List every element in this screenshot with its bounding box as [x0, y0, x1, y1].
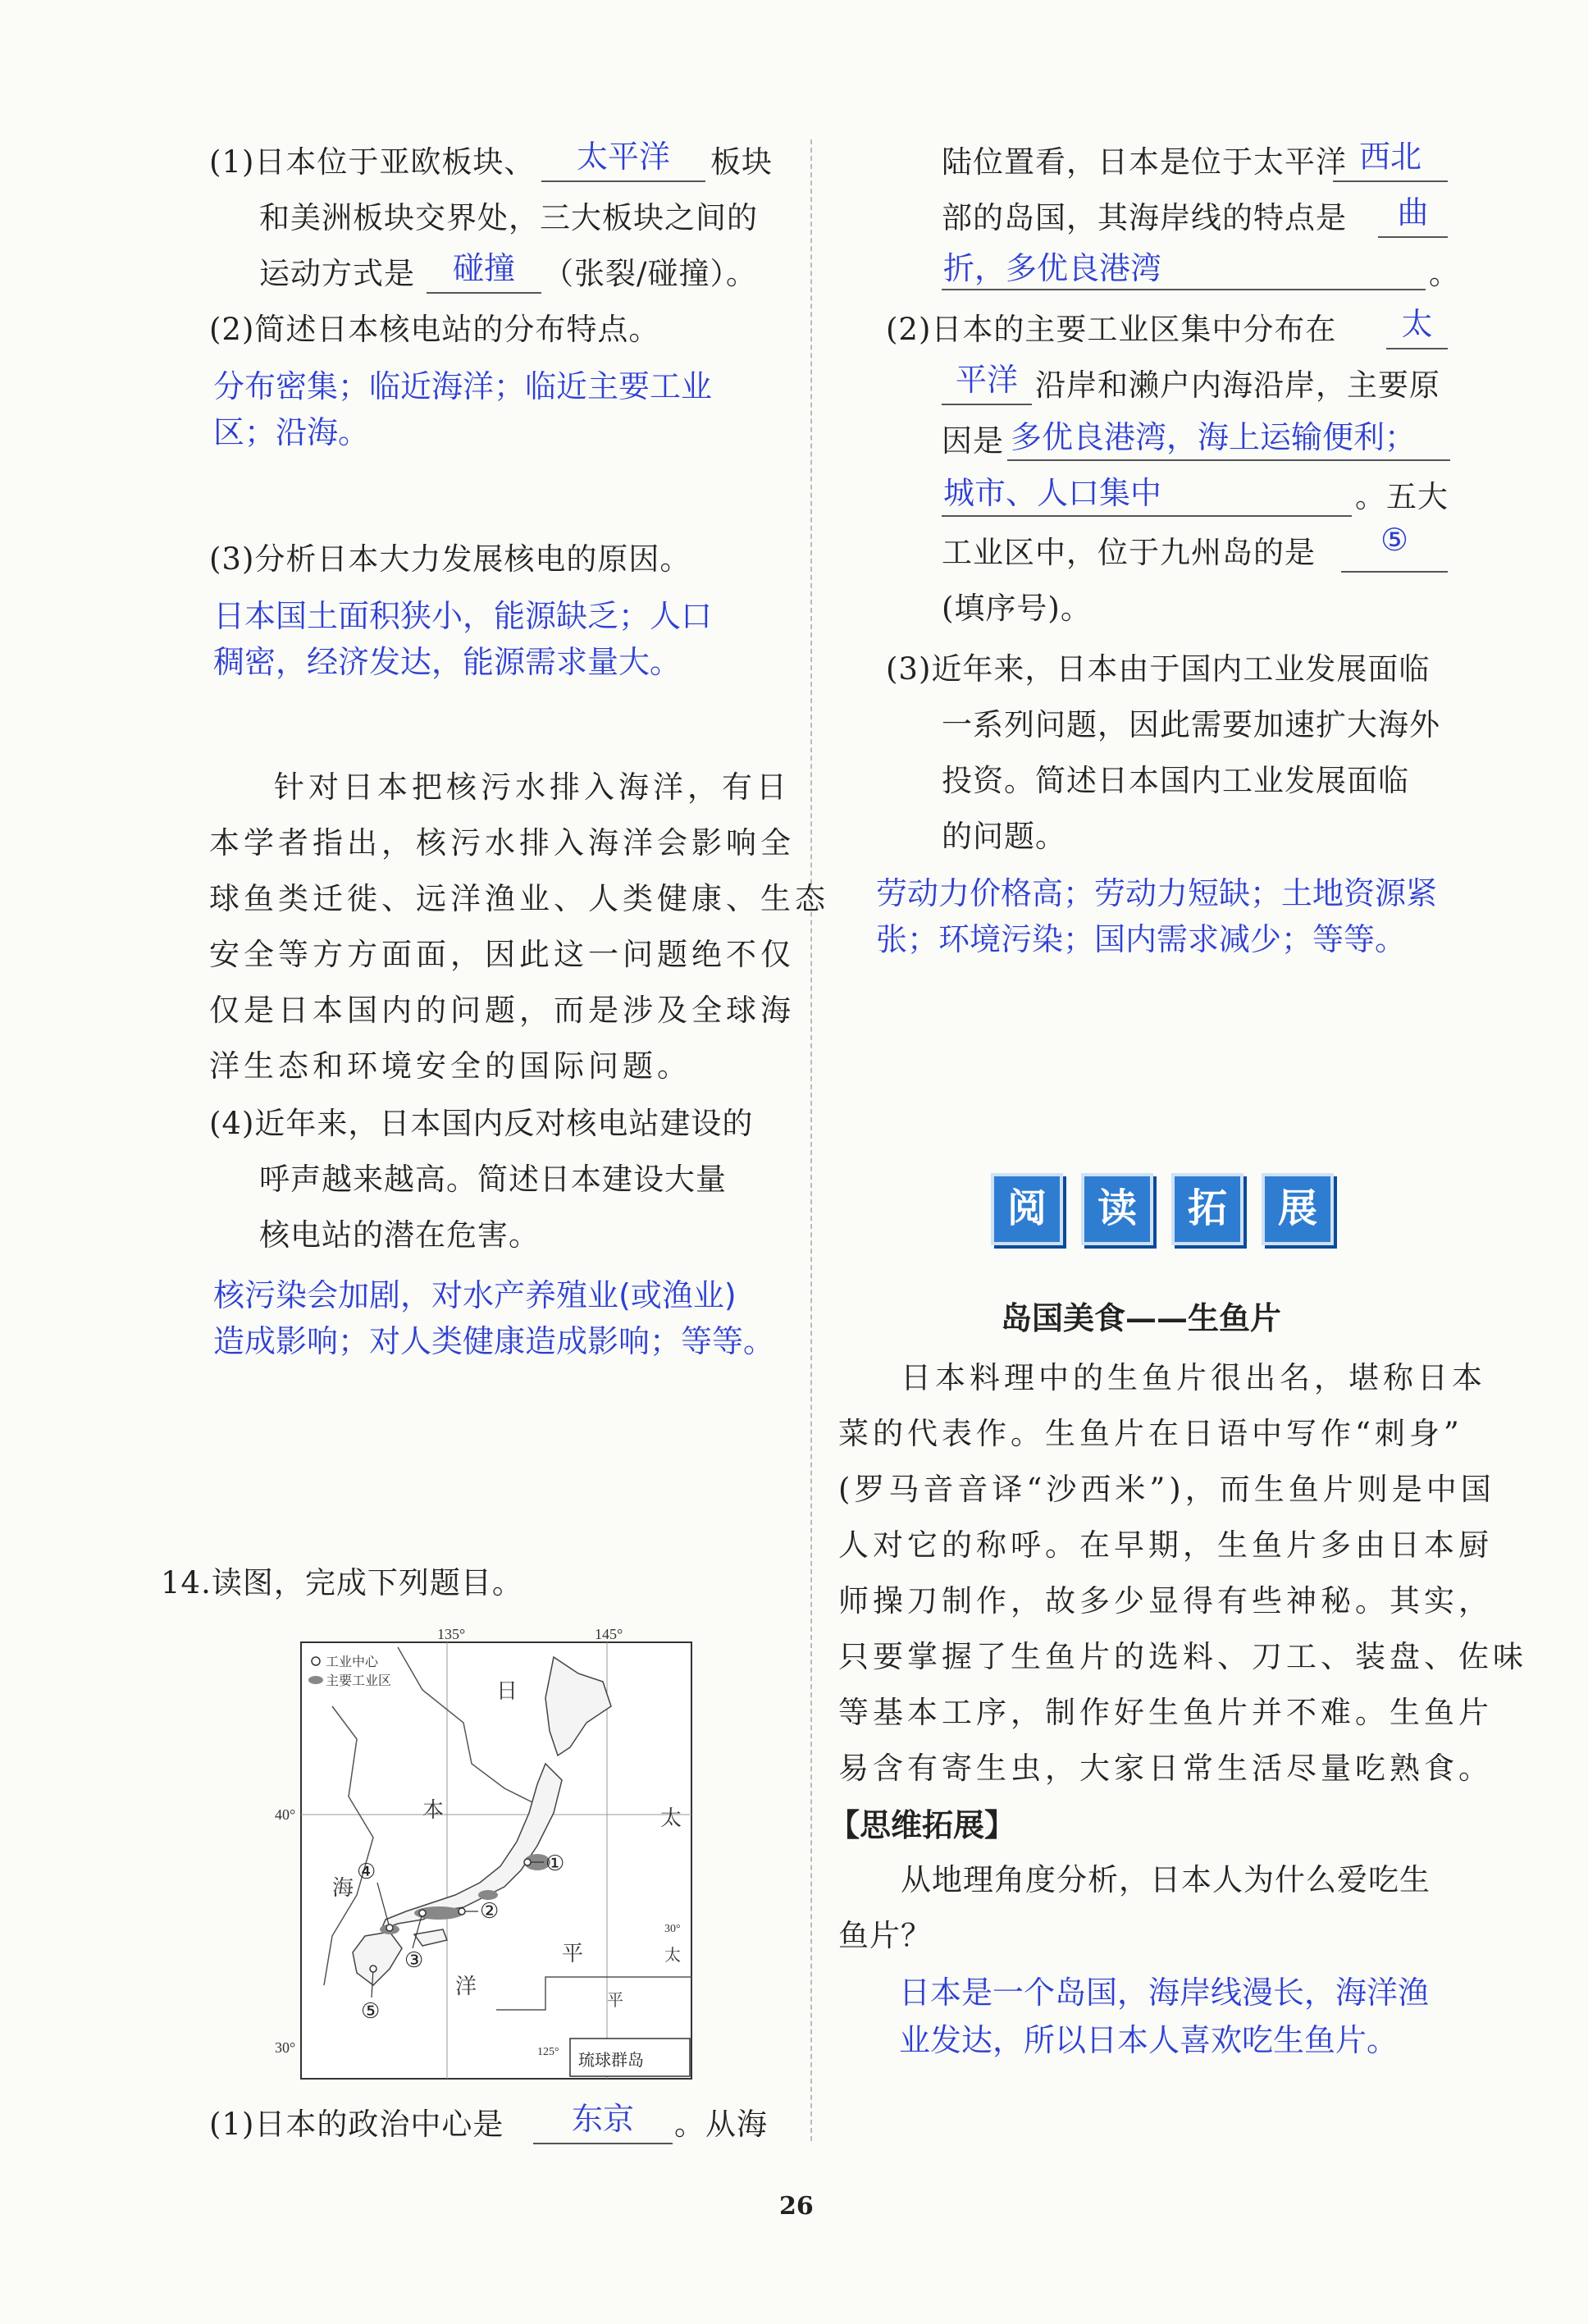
passage-line3: 球鱼类迁徙、远洋渔业、人类健康、生态: [209, 881, 829, 916]
r-q2-answer-d: 城市、人口集中: [943, 475, 1162, 511]
thinking-question-line2: 鱼片？: [838, 1918, 932, 1953]
thinking-label: 【思维拓展】: [828, 1806, 1016, 1843]
japan-industry-map: [275, 1624, 693, 2080]
q2-prompt: (2)简述日本核电站的分布特点。: [209, 312, 660, 347]
q1-line3-end: （张裂/碰撞）。: [543, 256, 757, 291]
q14-blank1: [533, 2143, 673, 2144]
q3-answer-line1: 日本国土面积狭小，能源缺乏；人口: [213, 598, 713, 634]
r-q2-blank5: [1341, 571, 1448, 573]
q4-prompt-line1: (4)近年来，日本国内反对核电站建设的: [209, 1106, 754, 1141]
r-q3-prompt-line1: (3)近年来，日本由于国内工业发展面临: [886, 651, 1431, 687]
r-q2-blank3: [1007, 459, 1450, 461]
q1-line2: 和美洲板块交界处，三大板块之间的: [259, 200, 758, 235]
marker-4: ④: [357, 1860, 376, 1884]
badge-char: 读: [1081, 1173, 1153, 1245]
q3-answer-line2: 稠密，经济发达，能源需求量大。: [213, 644, 682, 680]
article-line6: 只要掌握了生鱼片的选料、刀工、装盘、佐味: [838, 1639, 1527, 1674]
passage-line1: 针对日本把核污水排入海洋，有日: [274, 769, 791, 805]
r-q1-blank1: [1333, 180, 1448, 182]
r-q1-line2-start: 部的岛国，其海岸线的特点是: [942, 200, 1347, 235]
r-q2-line5: 工业区中，位于九州岛的是: [942, 535, 1316, 570]
r-q2-answer-c: 多优良港湾，海上运输便利；: [1011, 419, 1417, 455]
r-q1-blank2: [1378, 236, 1448, 238]
r-q2-line2: 沿岸和濑户内海沿岸，主要原: [1035, 368, 1440, 403]
r-q2-blank4: [942, 515, 1352, 517]
r-q2-answer-b: 平洋: [955, 362, 1018, 398]
q1-answer2: 碰撞: [452, 250, 515, 286]
q1-line1-start: (1)日本位于亚欧板块、: [209, 144, 536, 180]
r-q2-blank1: [1386, 348, 1448, 349]
q1-blank2: [427, 292, 541, 294]
q1-line3-start: 运动方式是: [259, 256, 415, 291]
r-q3-prompt-line2: 一系列问题，因此需要加速扩大海外: [942, 707, 1440, 742]
r-q3-answer-line1: 劳动力价格高；劳动力短缺；土地资源紧: [876, 875, 1438, 911]
passage-line4: 安全等方方面面，因此这一问题绝不仅: [209, 937, 795, 972]
passage-line6: 洋生态和环境安全的国际问题。: [209, 1048, 691, 1084]
map-lat-label: 30°: [664, 1923, 681, 1935]
map-lat-label: 40°: [275, 1806, 296, 1823]
column-divider: [810, 139, 812, 2141]
r-q3-prompt-line3: 投资。简述日本国内工业发展面临: [942, 763, 1409, 798]
map-lon-label: 125°: [537, 2046, 559, 2058]
map-lon-label: 145°: [595, 1626, 623, 1642]
badge-char: 展: [1262, 1173, 1334, 1245]
r-q1-answer1: 西北: [1358, 139, 1421, 175]
q4-answer-line1: 核污染会加剧，对水产养殖业(或渔业): [213, 1277, 737, 1313]
r-q2-line6: (填序号)。: [942, 591, 1092, 626]
map-ocean-char: 平: [607, 1992, 623, 2010]
r-q1-end: 。: [1429, 256, 1460, 291]
q3-prompt: (3)分析日本大力发展核电的原因。: [209, 541, 691, 577]
r-q1-answer2b: 折，多优良港湾: [943, 250, 1162, 286]
article-line5: 师操刀制作，故多少显得有些神秘。其实，: [838, 1583, 1493, 1619]
q14-sub1-start: (1)日本的政治中心是: [209, 2107, 504, 2142]
r-q2-answer-a: 太: [1401, 306, 1433, 342]
q1-line1-end: 板块: [710, 144, 773, 180]
page-number: 26: [779, 2192, 814, 2221]
badge-char: 阅: [991, 1173, 1063, 1245]
r-q3-prompt-line4: 的问题。: [942, 819, 1066, 854]
q1-blank1: [541, 180, 705, 182]
q2-answer-line1: 分布密集；临近海洋；临近主要工业: [213, 368, 713, 404]
marker-2: ②: [480, 1899, 500, 1924]
r-q2-line1: (2)日本的主要工业区集中分布在: [886, 312, 1337, 347]
map-lat-label: 30°: [275, 2039, 296, 2056]
r-q1-line1-start: 陆位置看，日本是位于太平洋: [942, 144, 1347, 180]
thinking-answer-line2: 业发达，所以日本人喜欢吃生鱼片。: [899, 2022, 1399, 2058]
article-line2: 菜的代表作。生鱼片在日语中写作“刺身”: [838, 1416, 1463, 1451]
r-q1-answer2a: 曲: [1397, 194, 1429, 231]
marker-5: ⑤: [361, 1999, 381, 2024]
r-q2-line3-start: 因是: [942, 423, 1004, 459]
article-line1: 日本料理中的生鱼片很出名，堪称日本: [901, 1360, 1486, 1395]
article-line4: 人对它的称呼。在早期，生鱼片多由日本厨: [838, 1527, 1493, 1563]
r-q2-line4: 。五大: [1355, 479, 1449, 514]
marker-3: ③: [404, 1948, 424, 1973]
map-ocean-char: 太: [664, 1947, 681, 1965]
legend-center: 工业中心: [326, 1655, 379, 1669]
thinking-answer-line1: 日本是一个岛国，海岸线漫长，海洋渔: [899, 1975, 1430, 2011]
thinking-question-line1: 从地理角度分析，日本人为什么爱吃生: [901, 1862, 1431, 1897]
article-line3: (罗马音音译“沙西米”)，而生鱼片则是中国: [838, 1472, 1495, 1507]
map-lon-label: 135°: [437, 1626, 466, 1642]
q14-sub1-end: 。从海: [674, 2107, 768, 2142]
r-q3-answer-line2: 张；环境污染；国内需求减少；等等。: [876, 921, 1407, 957]
passage-line5: 仅是日本国内的问题，而是涉及全球海: [209, 993, 795, 1028]
q4-prompt-line2: 呼声越来越高。简述日本建设大量: [259, 1162, 727, 1197]
inset-label: 琉球群岛: [578, 2052, 644, 2070]
map-ocean-char: 太: [660, 1806, 682, 1830]
r-q2-blank2: [942, 404, 1032, 405]
article-line8: 易含有寄生虫，大家日常生活尽量吃熟食。: [838, 1751, 1493, 1786]
passage-line2: 本学者指出，核污水排入海洋会影响全: [209, 825, 795, 861]
map-sea-char: 海: [332, 1876, 354, 1900]
map-figure: [275, 1624, 693, 2080]
q2-answer-line2: 区；沿海。: [213, 414, 370, 450]
badge-char: 拓: [1171, 1173, 1243, 1245]
q1-answer1: 太平洋: [576, 139, 670, 175]
r-q1-blank3: [942, 289, 1426, 290]
legend-zone: 主要工业区: [326, 1674, 392, 1688]
article-title: 岛国美食——生鱼片: [1001, 1299, 1282, 1336]
q4-prompt-line3: 核电站的潜在危害。: [259, 1217, 540, 1253]
q14-answer1: 东京: [571, 2101, 634, 2137]
article-line7: 等基本工序，制作好生鱼片并不难。生鱼片: [838, 1695, 1493, 1730]
map-sea-char: 日: [496, 1679, 518, 1703]
map-ocean-char: 平: [562, 1942, 584, 1966]
r-q2-answer-e: ⑤: [1380, 522, 1409, 558]
map-ocean-char: 洋: [455, 1975, 477, 1998]
marker-1: ①: [545, 1851, 565, 1876]
q14-prompt: 14.读图，完成下列题目。: [161, 1565, 523, 1600]
q4-answer-line2: 造成影响；对人类健康造成影响；等等。: [213, 1323, 775, 1359]
map-sea-char: 本: [422, 1798, 445, 1822]
